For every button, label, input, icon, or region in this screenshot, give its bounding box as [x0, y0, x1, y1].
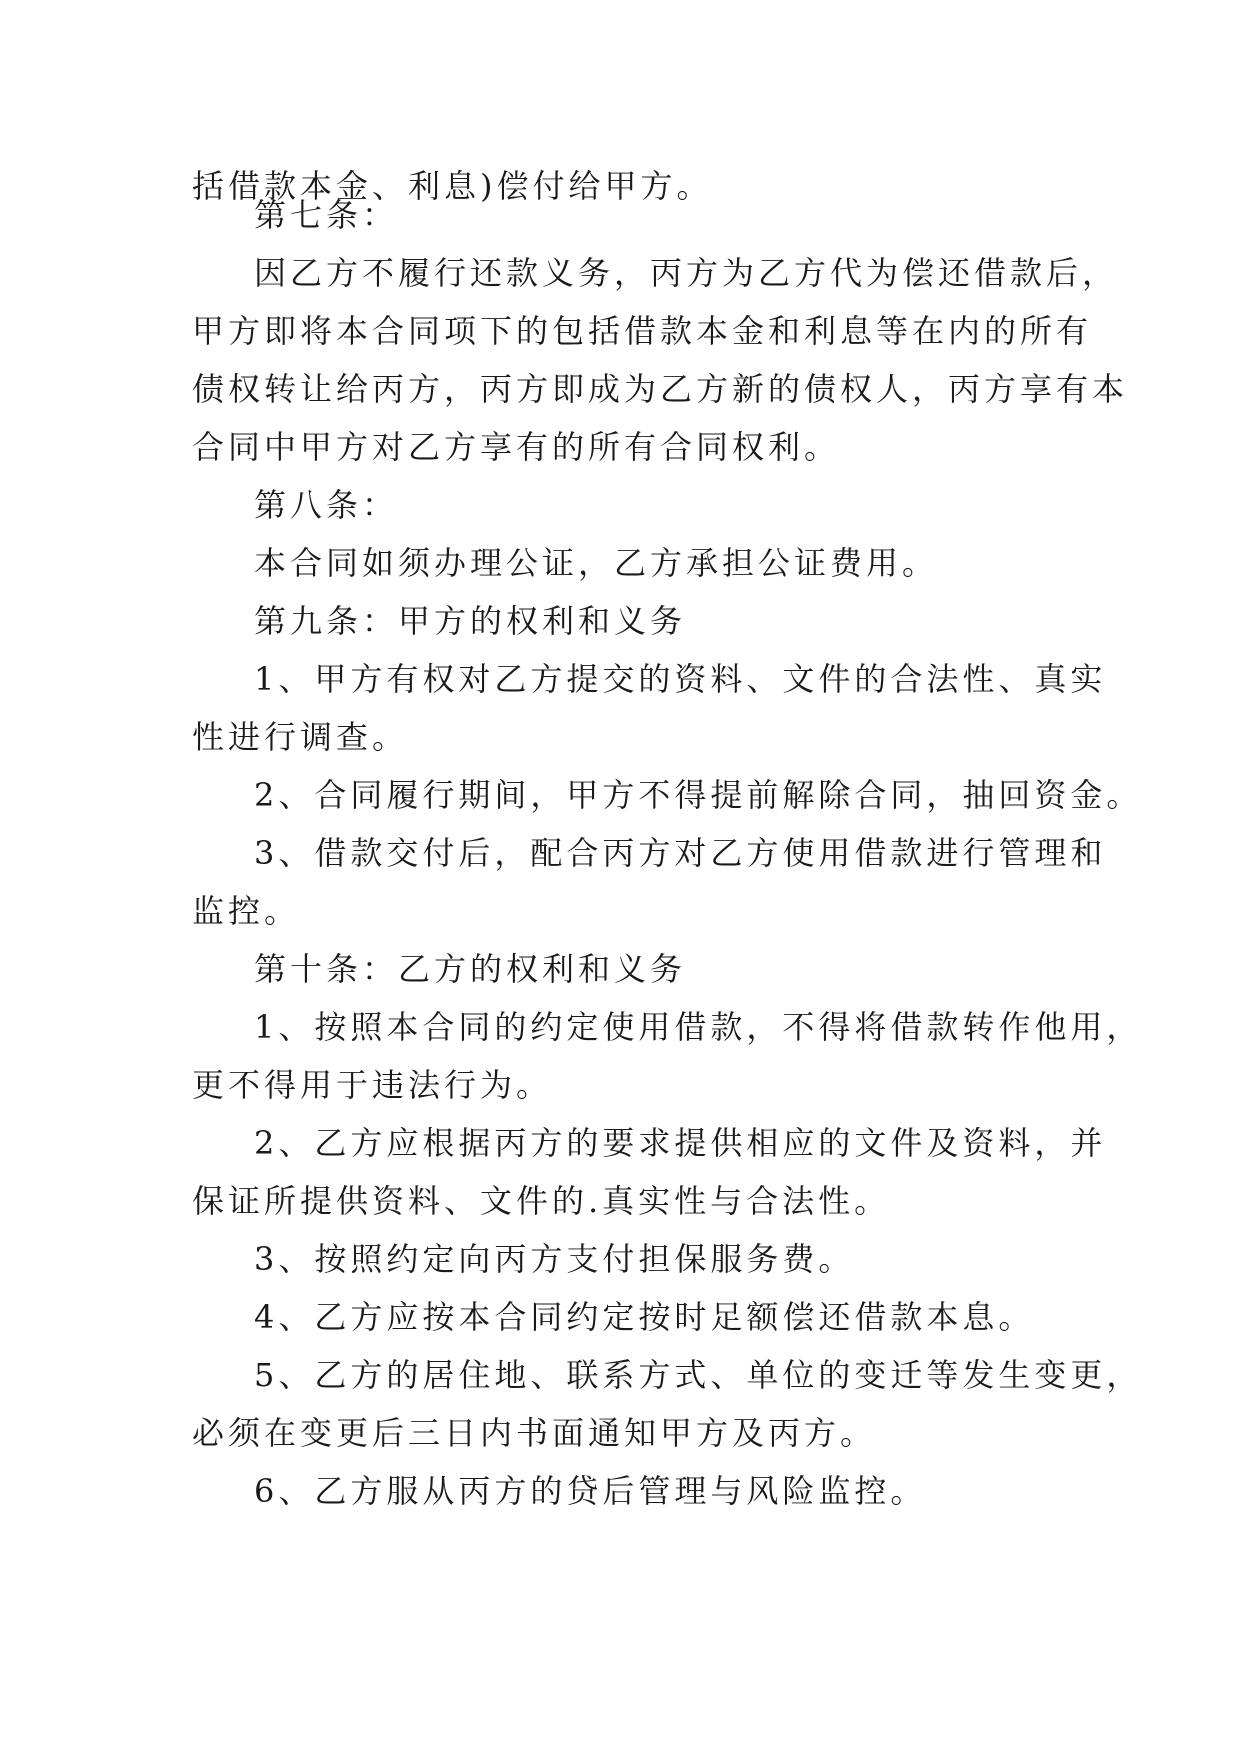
text-line: 5、乙方的居住地、联系方式、单位的变迁等发生变更， [254, 1356, 1143, 1394]
text-line: 括借款本金、利息)偿付给甲方。 [192, 167, 713, 205]
article-heading: 第八条： [254, 486, 399, 524]
text-line: 3、借款交付后，配合丙方对乙方使用借款进行管理和 [254, 834, 1107, 872]
text-line: 必须在变更后三日内书面通知甲方及丙方。 [192, 1414, 877, 1452]
text-line: 监控。 [192, 892, 301, 930]
text-line: 4、乙方应按本合同约定按时足额偿还借款本息。 [254, 1298, 1035, 1336]
text-line: 性进行调查。 [192, 718, 409, 756]
text-line: 本合同如须办理公证，乙方承担公证费用。 [254, 544, 939, 582]
text-line: 6、乙方服从丙方的贷后管理与风险监控。 [254, 1472, 927, 1510]
text-line: 3、按照约定向丙方支付担保服务费。 [254, 1240, 855, 1278]
text-line: 合同中甲方对乙方享有的所有合同权利。 [192, 428, 841, 466]
article-heading: 第十条：乙方的权利和义务 [254, 950, 687, 988]
text-line: 更不得用于违法行为。 [192, 1066, 553, 1104]
text-line: 债权转让给丙方，丙方即成为乙方新的债权人，丙方享有本 [192, 370, 1129, 408]
text-line: 因乙方不履行还款义务，丙方为乙方代为偿还借款后， [254, 254, 1119, 292]
text-line: 甲方即将本合同项下的包括借款本金和利息等在内的所有 [192, 312, 1093, 350]
article-heading: 第七条： [254, 196, 399, 234]
text-line: 1、按照本合同的约定使用借款，不得将借款转作他用， [254, 1008, 1143, 1046]
text-line: 1、甲方有权对乙方提交的资料、文件的合法性、真实 [254, 660, 1107, 698]
article-heading: 第九条：甲方的权利和义务 [254, 602, 687, 640]
text-line: 2、合同履行期间，甲方不得提前解除合同，抽回资金。 [254, 776, 1143, 814]
text-line: 保证所提供资料、文件的.真实性与合法性。 [192, 1182, 891, 1220]
text-line: 2、乙方应根据丙方的要求提供相应的文件及资料，并 [254, 1124, 1107, 1162]
